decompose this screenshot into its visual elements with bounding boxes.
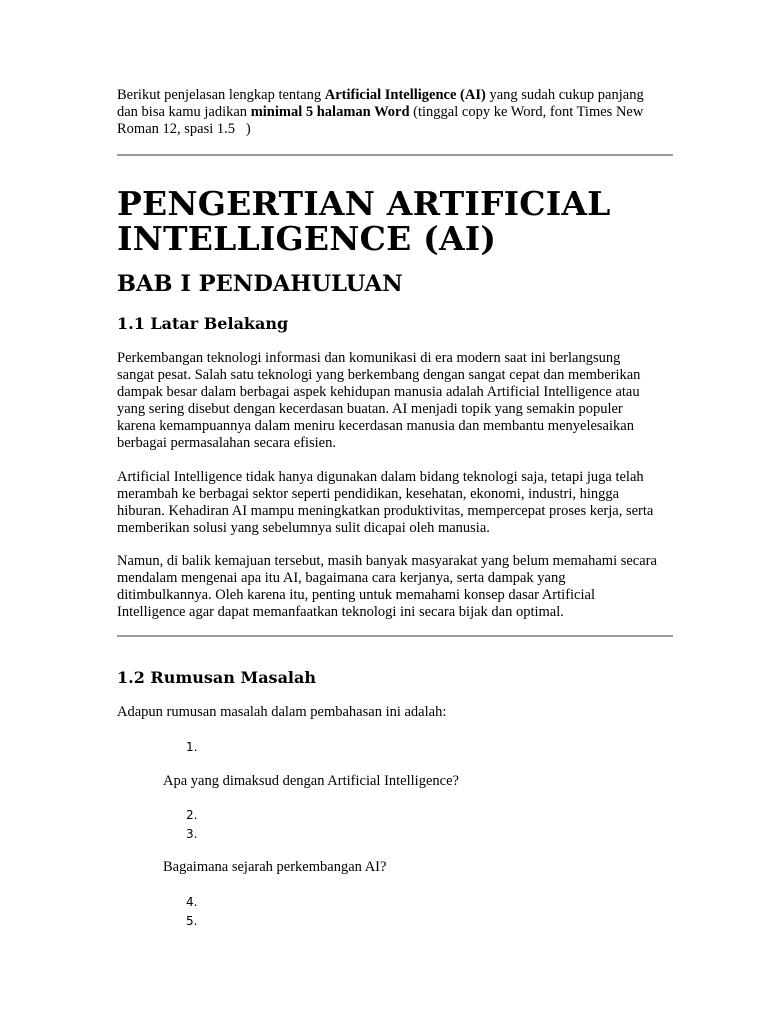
- list-number: 2.: [186, 808, 198, 822]
- list-number: 3.: [186, 827, 198, 841]
- intro-text-3: (tinggal copy ke Word, font Times New Roman 12, spasi 1.5 ): [117, 104, 644, 137]
- section-heading-latar-belakang: 1.1 Latar Belakang: [117, 314, 289, 333]
- list-item: Apa yang dimaksud dengan Artificial Intelligence?: [163, 773, 459, 789]
- intro-text-1: Berikut penjelasan lengkap tentang: [117, 87, 325, 103]
- intro-text-2: yang sudah cukup panjang dan bisa kamu jadikan: [117, 87, 644, 120]
- intro-bold-pages: minimal 5 halaman Word: [250, 104, 410, 120]
- list-number: 4.: [186, 895, 198, 909]
- intro-paragraph: [117, 87, 657, 138]
- list-item: Bagaimana sejarah perkembangan AI?: [163, 859, 387, 875]
- paragraph: Namun, di balik kemajuan tersebut, masih banyak masyarakat yang belum memahami secara mendalam mengenai apa itu AI, bagaimana cara kerjanya, serta dampak yang ditimbulkannya. Oleh karena itu, penting untuk memahami konsep dasar Artificial Intelligence agar dapat memanfaatkan teknologi ini secara bijak dan optimal.: [117, 553, 657, 620]
- list-number: 5.: [186, 914, 198, 928]
- paragraph: Artificial Intelligence tidak hanya digunakan dalam bidang teknologi saja, tetapi juga telah merambah ke berbagai sektor seperti pendidikan, kesehatan, ekonomi, industri, hingga hiburan. Kehadiran AI mampu meningkatkan produktivitas, mempercepat proses kerja, serta memberikan solusi yang sebelumnya sulit dicapai oleh manusia.: [117, 469, 654, 536]
- paragraph: Perkembangan teknologi informasi dan komunikasi di era modern saat ini berlangsung sangat pesat. Salah satu teknologi yang berkembang dengan sangat cepat dan memberikan dampak besar dalam berbagai aspek kehidupan manusia adalah Artificial Intelligence atau yang sering disebut dengan kecerdasan buatan. AI menjadi topik yang semakin populer karena kemampuannya dalam meniru kecerdasan manusia dan membantu menyelesaikan berbagai permasalahan secara efisien.: [117, 350, 641, 451]
- horizontal-rule: [117, 635, 673, 637]
- chapter-heading: BAB I PENDAHULUAN: [117, 271, 403, 297]
- list-intro: Adapun rumusan masalah dalam pembahasan ini adalah:: [117, 704, 447, 720]
- list-number: 1.: [186, 740, 198, 754]
- document-title: PENGERTIAN ARTIFICIAL INTELLIGENCE (AI): [117, 184, 611, 258]
- intro-bold-ai: Artificial Intelligence (AI): [324, 87, 486, 103]
- horizontal-rule: [117, 154, 673, 156]
- section-heading-rumusan-masalah: 1.2 Rumusan Masalah: [117, 668, 317, 687]
